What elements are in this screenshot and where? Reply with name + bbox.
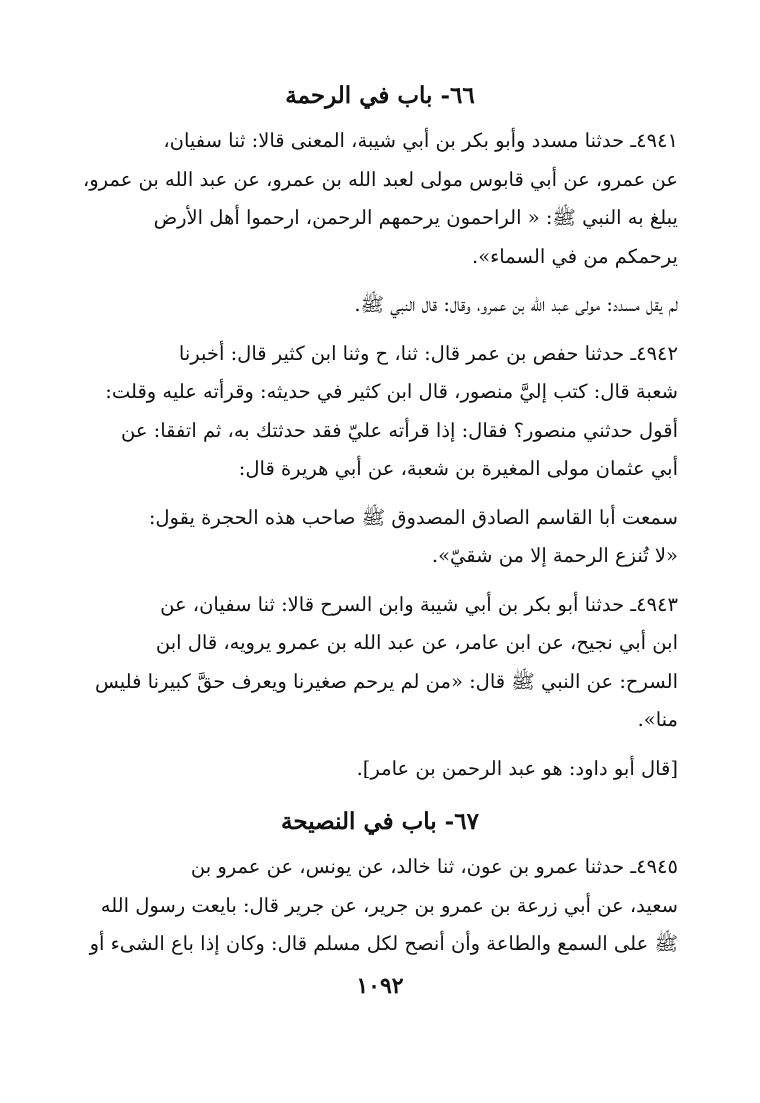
text-line: يرحمكم من في السماء». — [472, 244, 678, 268]
hadith-4943 — [58, 586, 702, 740]
hadith-4941-note — [58, 286, 702, 325]
text-line: ابن أبي نجيح، عن ابن عامر، عن عبد الله بن عمرو يرويه، قال ابن — [155, 631, 678, 654]
text-line: سعيد، عن أبي زرعة بن عمرو بن جرير، عن جرير قال: بايعت رسول الله — [100, 893, 678, 917]
text-line: السرح: عن النبي ﷺ قال: «من لم يرحم صغيرنا ويعرف حقَّ كبيرنا فليس — [94, 669, 678, 693]
text-line: ﷺ على السمع والطاعة وأن أنصح لكل مسلم قال: وكان إذا باع الشىء أو — [89, 932, 678, 955]
text-line: يبلغ به النبي ﷺ: « الراحمون يرحمهم الرحمن، ارحموا أهل الأرض — [153, 206, 678, 229]
hadith-4942-text — [58, 499, 702, 576]
text-line: ٤٩٤٣ـ حدثنا أبو بكر بن أبي شيبة وابن السرح قالا: ثنا سفيان، عن — [160, 592, 678, 616]
text-line: [قال أبو داود: هو عبد الرحمن بن عامر]. — [356, 756, 678, 780]
text-line: ٤٩٤٢ـ حدثنا حفص بن عمر قال: ثنا، ح وثنا ابن كثير قال: أخبرنا — [178, 341, 678, 365]
hadith-4943-note — [58, 750, 702, 789]
text-line: «لا تُنزع الرحمة إلا من شقيّ». — [431, 544, 678, 567]
page-content — [58, 74, 702, 974]
text-line: أبي عثمان مولى المغيرة بن شعبة، عن أبي هريرة قال: — [238, 457, 678, 480]
chapter-heading-67: ٦٧- باب في النصيحة — [281, 808, 479, 835]
text-line: ٤٩٤٥ـ حدثنا عمرو بن عون، ثنا خالد، عن يونس، عن عمرو بن — [190, 855, 678, 878]
hadith-4942 — [58, 335, 702, 489]
hadith-4941 — [58, 122, 702, 276]
text-line: لم يقل مسدد: مولى عبد الله بن عمرو، وقال: قال النبي ﷺ. — [354, 293, 678, 316]
text-line: شعبة قال: كتب إليَّ منصور، قال ابن كثير في حديثه: وقرأته عليه وقلت: — [105, 380, 678, 403]
text-line: منا». — [637, 708, 678, 731]
page-number: ١٠٩٢ — [356, 973, 404, 999]
text-line: ٤٩٤١ـ حدثنا مسدد وأبو بكر بن أبي شيبة، المعنى قالا: ثنا سفيان، — [163, 129, 678, 152]
text-line: عن عمرو، عن أبي قابوس مولى لعبد الله بن عمرو، عن عبد الله بن عمرو، — [82, 167, 678, 191]
chapter-heading-66: ٦٦- باب في الرحمة — [285, 82, 475, 109]
hadith-4945 — [58, 848, 702, 964]
text-line: سمعت أبا القاسم الصادق المصدوق ﷺ صاحب هذه الحجرة يقول: — [148, 505, 678, 529]
text-line: أقول حدثني منصور؟ فقال: إذا قرأته عليّ فقد حدثتك به، ثم اتفقا: عن — [120, 418, 678, 442]
